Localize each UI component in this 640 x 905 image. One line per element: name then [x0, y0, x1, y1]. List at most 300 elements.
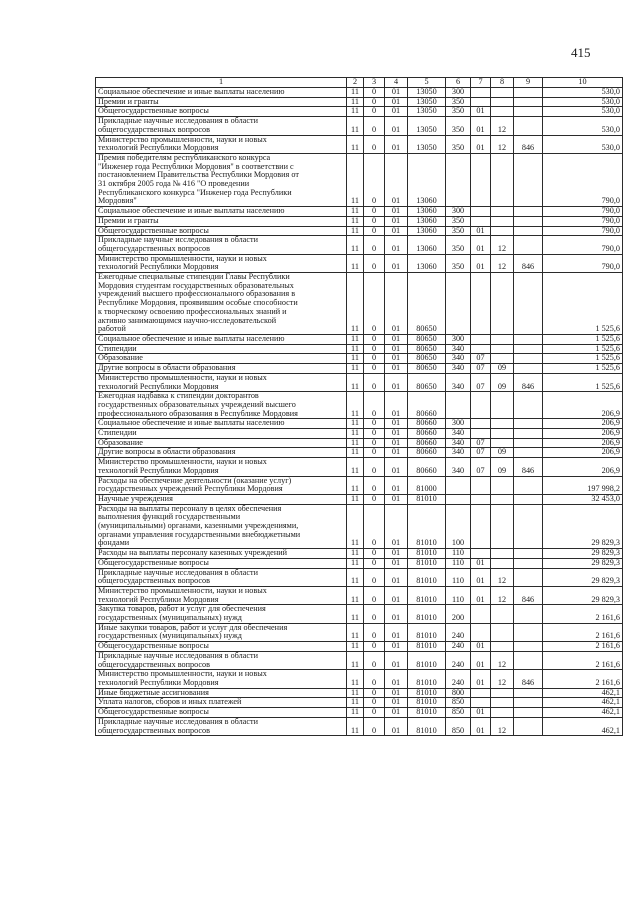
expense-type-cell: 240 [446, 642, 471, 652]
column-header: 4 [385, 78, 408, 88]
row-name-cell: Министерство промышленности, науки и новых технологий Республики Мордовия [96, 586, 347, 604]
target-article-cell: 81010 [408, 568, 446, 586]
amount-cell: 32 453,0 [543, 494, 623, 504]
expense-type-cell: 240 [446, 651, 471, 669]
subsection-cell: 0 [364, 494, 385, 504]
chapter-cell: 01 [471, 254, 491, 272]
subsection-cell: 0 [364, 476, 385, 494]
chapter-cell [471, 698, 491, 708]
target-article-cell: 81010 [408, 549, 446, 559]
amount-cell: 462,1 [543, 708, 623, 718]
subchapter-cell [491, 334, 514, 344]
amount-cell: 790,0 [543, 153, 623, 206]
table-row [96, 504, 623, 549]
group-cell: 01 [385, 364, 408, 374]
subsection-cell: 0 [364, 698, 385, 708]
chapter-cell [471, 88, 491, 98]
subsection-cell: 0 [364, 429, 385, 439]
group-cell: 01 [385, 207, 408, 217]
subsection-cell: 0 [364, 254, 385, 272]
section-cell: 11 [347, 558, 364, 568]
column-header: 8 [491, 78, 514, 88]
subchapter-cell: 12 [491, 670, 514, 688]
expense-type-cell: 850 [446, 708, 471, 718]
amount-cell: 1 525,6 [543, 373, 623, 391]
row-name-cell: Ежегодная надбавка к стипендии докторантов государственных образовательных учреждений высшего профессионального образования в Республике Мордовия [96, 392, 347, 419]
target-article-cell: 80660 [408, 429, 446, 439]
column-header: 9 [514, 78, 543, 88]
section-cell: 11 [347, 364, 364, 374]
expense-type-cell: 800 [446, 688, 471, 698]
subsection-cell: 0 [364, 549, 385, 559]
group-cell: 01 [385, 392, 408, 419]
ministry-code-cell [514, 651, 543, 669]
ministry-code-cell [514, 568, 543, 586]
subchapter-cell [491, 438, 514, 448]
row-name-cell: Министерство промышленности, науки и новых технологий Республики Мордовия [96, 670, 347, 688]
target-article-cell: 80660 [408, 448, 446, 458]
subsection-cell: 0 [364, 153, 385, 206]
table-row [96, 373, 623, 391]
row-name-cell: Другие вопросы в области образования [96, 364, 347, 374]
expense-type-cell: 340 [446, 354, 471, 364]
subsection-cell: 0 [364, 458, 385, 476]
amount-cell: 206,9 [543, 438, 623, 448]
amount-cell: 530,0 [543, 135, 623, 153]
ministry-code-cell: 846 [514, 586, 543, 604]
ministry-code-cell [514, 344, 543, 354]
target-article-cell: 80650 [408, 354, 446, 364]
expense-type-cell: 350 [446, 107, 471, 117]
section-cell: 11 [347, 236, 364, 254]
row-name-cell: Иные бюджетные ассигнования [96, 688, 347, 698]
ministry-code-cell [514, 688, 543, 698]
group-cell: 01 [385, 97, 408, 107]
group-cell: 01 [385, 153, 408, 206]
section-cell: 11 [347, 504, 364, 549]
chapter-cell: 01 [471, 651, 491, 669]
subsection-cell: 0 [364, 117, 385, 135]
target-article-cell: 13060 [408, 236, 446, 254]
group-cell: 01 [385, 107, 408, 117]
budget-table [95, 77, 623, 736]
chapter-cell [471, 207, 491, 217]
section-cell: 11 [347, 642, 364, 652]
ministry-code-cell [514, 153, 543, 206]
table-row [96, 429, 623, 439]
table-row [96, 438, 623, 448]
row-name-cell: Премия победителям республиканского конкурса "Инженер года Республики Мордовия" в соответствии с постановлением Правительства Республики Мордовия от 31 октября 2005 года № 416 "О проведении Республиканского конкурса "Инженер года Республики Мордовия" [96, 153, 347, 206]
expense-type-cell: 300 [446, 207, 471, 217]
ministry-code-cell: 846 [514, 254, 543, 272]
chapter-cell [471, 153, 491, 206]
ministry-code-cell [514, 354, 543, 364]
target-article-cell: 81010 [408, 605, 446, 623]
chapter-cell: 07 [471, 364, 491, 374]
target-article-cell: 81010 [408, 586, 446, 604]
expense-type-cell: 340 [446, 448, 471, 458]
amount-cell: 206,9 [543, 448, 623, 458]
row-name-cell: Расходы на обеспечение деятельности (оказание услуг) государственных учреждений Республики Мордовия [96, 476, 347, 494]
row-name-cell: Министерство промышленности, науки и новых технологий Республики Мордовия [96, 458, 347, 476]
expense-type-cell: 350 [446, 135, 471, 153]
chapter-cell: 07 [471, 373, 491, 391]
target-article-cell: 13060 [408, 254, 446, 272]
ministry-code-cell [514, 504, 543, 549]
group-cell: 01 [385, 334, 408, 344]
row-name-cell: Прикладные научные исследования в области общегосударственных вопросов [96, 717, 347, 735]
subsection-cell: 0 [364, 605, 385, 623]
table-row [96, 273, 623, 335]
expense-type-cell: 110 [446, 568, 471, 586]
subsection-cell: 0 [364, 392, 385, 419]
subchapter-cell [491, 207, 514, 217]
expense-type-cell: 850 [446, 698, 471, 708]
ministry-code-cell [514, 717, 543, 735]
group-cell: 01 [385, 88, 408, 98]
subchapter-cell [491, 623, 514, 641]
section-cell: 11 [347, 373, 364, 391]
table-row [96, 207, 623, 217]
ministry-code-cell: 846 [514, 135, 543, 153]
table-row [96, 344, 623, 354]
expense-type-cell: 350 [446, 117, 471, 135]
subsection-cell: 0 [364, 651, 385, 669]
subchapter-cell [491, 504, 514, 549]
table-row [96, 605, 623, 623]
row-name-cell: Ежегодные специальные стипендии Главы Республики Мордовия студентам государственных образовательных учреждений высшего профессионального образования в Республике Мордовия, проявившим особые способности к творческому освоению профессиональных знаний и активно занимающимся научно-исследовательской работой [96, 273, 347, 335]
target-article-cell: 81010 [408, 642, 446, 652]
expense-type-cell: 100 [446, 504, 471, 549]
chapter-cell [471, 494, 491, 504]
section-cell: 11 [347, 670, 364, 688]
subchapter-cell [491, 97, 514, 107]
column-header: 3 [364, 78, 385, 88]
subchapter-cell [491, 429, 514, 439]
chapter-cell [471, 344, 491, 354]
subchapter-cell: 12 [491, 586, 514, 604]
expense-type-cell: 340 [446, 373, 471, 391]
amount-cell: 29 829,3 [543, 558, 623, 568]
group-cell: 01 [385, 670, 408, 688]
subsection-cell: 0 [364, 216, 385, 226]
expense-type-cell [446, 476, 471, 494]
expense-type-cell: 350 [446, 97, 471, 107]
expense-type-cell: 110 [446, 558, 471, 568]
table-row [96, 334, 623, 344]
expense-type-cell: 340 [446, 429, 471, 439]
group-cell: 01 [385, 448, 408, 458]
table-row [96, 698, 623, 708]
table-row [96, 97, 623, 107]
group-cell: 01 [385, 216, 408, 226]
page-number: 415 [571, 45, 591, 60]
subsection-cell: 0 [364, 642, 385, 652]
section-cell: 11 [347, 107, 364, 117]
amount-cell: 790,0 [543, 207, 623, 217]
expense-type-cell [446, 273, 471, 335]
table-header-row [96, 78, 623, 88]
target-article-cell: 13050 [408, 88, 446, 98]
chapter-cell [471, 216, 491, 226]
expense-type-cell: 340 [446, 344, 471, 354]
expense-type-cell: 350 [446, 254, 471, 272]
expense-type-cell: 340 [446, 438, 471, 448]
expense-type-cell [446, 392, 471, 419]
section-cell: 11 [347, 354, 364, 364]
table-row [96, 623, 623, 641]
subsection-cell: 0 [364, 364, 385, 374]
subchapter-cell [491, 216, 514, 226]
subsection-cell: 0 [364, 558, 385, 568]
target-article-cell: 81010 [408, 670, 446, 688]
row-name-cell: Уплата налогов, сборов и иных платежей [96, 698, 347, 708]
row-name-cell: Научные учреждения [96, 494, 347, 504]
amount-cell: 206,9 [543, 458, 623, 476]
table-row [96, 476, 623, 494]
chapter-cell [471, 623, 491, 641]
subchapter-cell: 12 [491, 717, 514, 735]
amount-cell: 1 525,6 [543, 334, 623, 344]
section-cell: 11 [347, 88, 364, 98]
subsection-cell: 0 [364, 586, 385, 604]
table-row [96, 107, 623, 117]
chapter-cell: 01 [471, 708, 491, 718]
table-row [96, 708, 623, 718]
table-row [96, 392, 623, 419]
group-cell: 01 [385, 558, 408, 568]
target-article-cell: 81010 [408, 623, 446, 641]
ministry-code-cell [514, 708, 543, 718]
chapter-cell: 07 [471, 448, 491, 458]
row-name-cell: Общегосударственные вопросы [96, 226, 347, 236]
expense-type-cell: 850 [446, 717, 471, 735]
row-name-cell: Министерство промышленности, науки и новых технологий Республики Мордовия [96, 254, 347, 272]
amount-cell: 29 829,3 [543, 549, 623, 559]
expense-type-cell: 200 [446, 605, 471, 623]
section-cell: 11 [347, 216, 364, 226]
ministry-code-cell [514, 623, 543, 641]
subchapter-cell [491, 273, 514, 335]
column-header: 2 [347, 78, 364, 88]
subchapter-cell [491, 549, 514, 559]
amount-cell: 206,9 [543, 429, 623, 439]
group-cell: 01 [385, 273, 408, 335]
row-name-cell: Иные закупки товаров, работ и услуг для обеспечения государственных (муниципальных) нужд [96, 623, 347, 641]
subsection-cell: 0 [364, 107, 385, 117]
amount-cell: 2 161,6 [543, 651, 623, 669]
group-cell: 01 [385, 717, 408, 735]
table-row [96, 688, 623, 698]
row-name-cell: Министерство промышленности, науки и новых технологий Республики Мордовия [96, 373, 347, 391]
amount-cell: 2 161,6 [543, 623, 623, 641]
amount-cell: 462,1 [543, 717, 623, 735]
section-cell: 11 [347, 254, 364, 272]
target-article-cell: 13050 [408, 135, 446, 153]
group-cell: 01 [385, 429, 408, 439]
ministry-code-cell [514, 334, 543, 344]
subchapter-cell [491, 107, 514, 117]
group-cell: 01 [385, 494, 408, 504]
table-row [96, 364, 623, 374]
subsection-cell: 0 [364, 226, 385, 236]
row-name-cell: Расходы на выплаты персоналу казенных учреждений [96, 549, 347, 559]
target-article-cell: 81010 [408, 651, 446, 669]
ministry-code-cell [514, 605, 543, 623]
row-name-cell: Премии и гранты [96, 216, 347, 226]
row-name-cell: Премии и гранты [96, 97, 347, 107]
row-name-cell: Другие вопросы в области образования [96, 448, 347, 458]
target-article-cell: 13050 [408, 117, 446, 135]
ministry-code-cell [514, 273, 543, 335]
group-cell: 01 [385, 549, 408, 559]
ministry-code-cell: 846 [514, 373, 543, 391]
subchapter-cell [491, 708, 514, 718]
group-cell: 01 [385, 236, 408, 254]
subsection-cell: 0 [364, 88, 385, 98]
ministry-code-cell [514, 207, 543, 217]
target-article-cell: 81000 [408, 476, 446, 494]
target-article-cell: 80650 [408, 273, 446, 335]
table-row [96, 153, 623, 206]
section-cell: 11 [347, 97, 364, 107]
subsection-cell: 0 [364, 448, 385, 458]
group-cell: 01 [385, 605, 408, 623]
target-article-cell: 13050 [408, 97, 446, 107]
section-cell: 11 [347, 135, 364, 153]
subsection-cell: 0 [364, 419, 385, 429]
expense-type-cell: 300 [446, 88, 471, 98]
group-cell: 01 [385, 354, 408, 364]
section-cell: 11 [347, 605, 364, 623]
row-name-cell: Прикладные научные исследования в области общегосударственных вопросов [96, 568, 347, 586]
subsection-cell: 0 [364, 207, 385, 217]
ministry-code-cell [514, 549, 543, 559]
chapter-cell [471, 429, 491, 439]
amount-cell: 29 829,3 [543, 586, 623, 604]
row-name-cell: Стипендии [96, 429, 347, 439]
section-cell: 11 [347, 476, 364, 494]
row-name-cell: Социальное обеспечение и иные выплаты населению [96, 207, 347, 217]
group-cell: 01 [385, 688, 408, 698]
section-cell: 11 [347, 334, 364, 344]
subchapter-cell [491, 344, 514, 354]
table-body [96, 88, 623, 736]
group-cell: 01 [385, 373, 408, 391]
row-name-cell: Социальное обеспечение и иные выплаты населению [96, 334, 347, 344]
chapter-cell: 01 [471, 135, 491, 153]
row-name-cell: Прикладные научные исследования в области общегосударственных вопросов [96, 236, 347, 254]
amount-cell: 1 525,6 [543, 364, 623, 374]
chapter-cell: 01 [471, 586, 491, 604]
subchapter-cell: 12 [491, 117, 514, 135]
group-cell: 01 [385, 438, 408, 448]
target-article-cell: 81010 [408, 504, 446, 549]
row-name-cell: Закупка товаров, работ и услуг для обеспечения государственных (муниципальных) нужд [96, 605, 347, 623]
chapter-cell: 01 [471, 117, 491, 135]
section-cell: 11 [347, 494, 364, 504]
chapter-cell [471, 392, 491, 419]
section-cell: 11 [347, 717, 364, 735]
section-cell: 11 [347, 429, 364, 439]
table-row [96, 670, 623, 688]
group-cell: 01 [385, 135, 408, 153]
table-row [96, 558, 623, 568]
amount-cell: 206,9 [543, 392, 623, 419]
section-cell: 11 [347, 651, 364, 669]
chapter-cell: 07 [471, 354, 491, 364]
subchapter-cell [491, 226, 514, 236]
section-cell: 11 [347, 438, 364, 448]
subsection-cell: 0 [364, 717, 385, 735]
group-cell: 01 [385, 586, 408, 604]
row-name-cell: Прикладные научные исследования в области общегосударственных вопросов [96, 651, 347, 669]
group-cell: 01 [385, 504, 408, 549]
row-name-cell: Общегосударственные вопросы [96, 642, 347, 652]
section-cell: 11 [347, 344, 364, 354]
section-cell: 11 [347, 688, 364, 698]
column-header: 7 [471, 78, 491, 88]
ministry-code-cell [514, 236, 543, 254]
chapter-cell: 01 [471, 568, 491, 586]
subsection-cell: 0 [364, 373, 385, 391]
section-cell: 11 [347, 226, 364, 236]
expense-type-cell: 350 [446, 236, 471, 254]
ministry-code-cell [514, 392, 543, 419]
ministry-code-cell [514, 448, 543, 458]
subchapter-cell [491, 476, 514, 494]
section-cell: 11 [347, 698, 364, 708]
table-row [96, 568, 623, 586]
ministry-code-cell [514, 698, 543, 708]
subsection-cell: 0 [364, 623, 385, 641]
amount-cell: 197 998,2 [543, 476, 623, 494]
ministry-code-cell [514, 494, 543, 504]
table-row [96, 226, 623, 236]
table-row [96, 236, 623, 254]
table-row [96, 586, 623, 604]
amount-cell: 462,1 [543, 698, 623, 708]
ministry-code-cell [514, 558, 543, 568]
amount-cell: 1 525,6 [543, 344, 623, 354]
subchapter-cell [491, 153, 514, 206]
table-row [96, 216, 623, 226]
amount-cell: 530,0 [543, 117, 623, 135]
subchapter-cell [491, 558, 514, 568]
table-row [96, 117, 623, 135]
chapter-cell: 01 [471, 236, 491, 254]
table-row [96, 717, 623, 735]
table-row [96, 642, 623, 652]
section-cell: 11 [347, 448, 364, 458]
subchapter-cell: 12 [491, 135, 514, 153]
expense-type-cell: 240 [446, 623, 471, 641]
row-name-cell: Прикладные научные исследования в области общегосударственных вопросов [96, 117, 347, 135]
target-article-cell: 13060 [408, 216, 446, 226]
ministry-code-cell [514, 107, 543, 117]
table-row [96, 88, 623, 98]
subchapter-cell [491, 642, 514, 652]
chapter-cell [471, 419, 491, 429]
subchapter-cell: 12 [491, 651, 514, 669]
target-article-cell: 80660 [408, 438, 446, 448]
ministry-code-cell [514, 97, 543, 107]
column-header: 5 [408, 78, 446, 88]
expense-type-cell: 110 [446, 549, 471, 559]
subsection-cell: 0 [364, 688, 385, 698]
section-cell: 11 [347, 568, 364, 586]
target-article-cell: 81010 [408, 708, 446, 718]
